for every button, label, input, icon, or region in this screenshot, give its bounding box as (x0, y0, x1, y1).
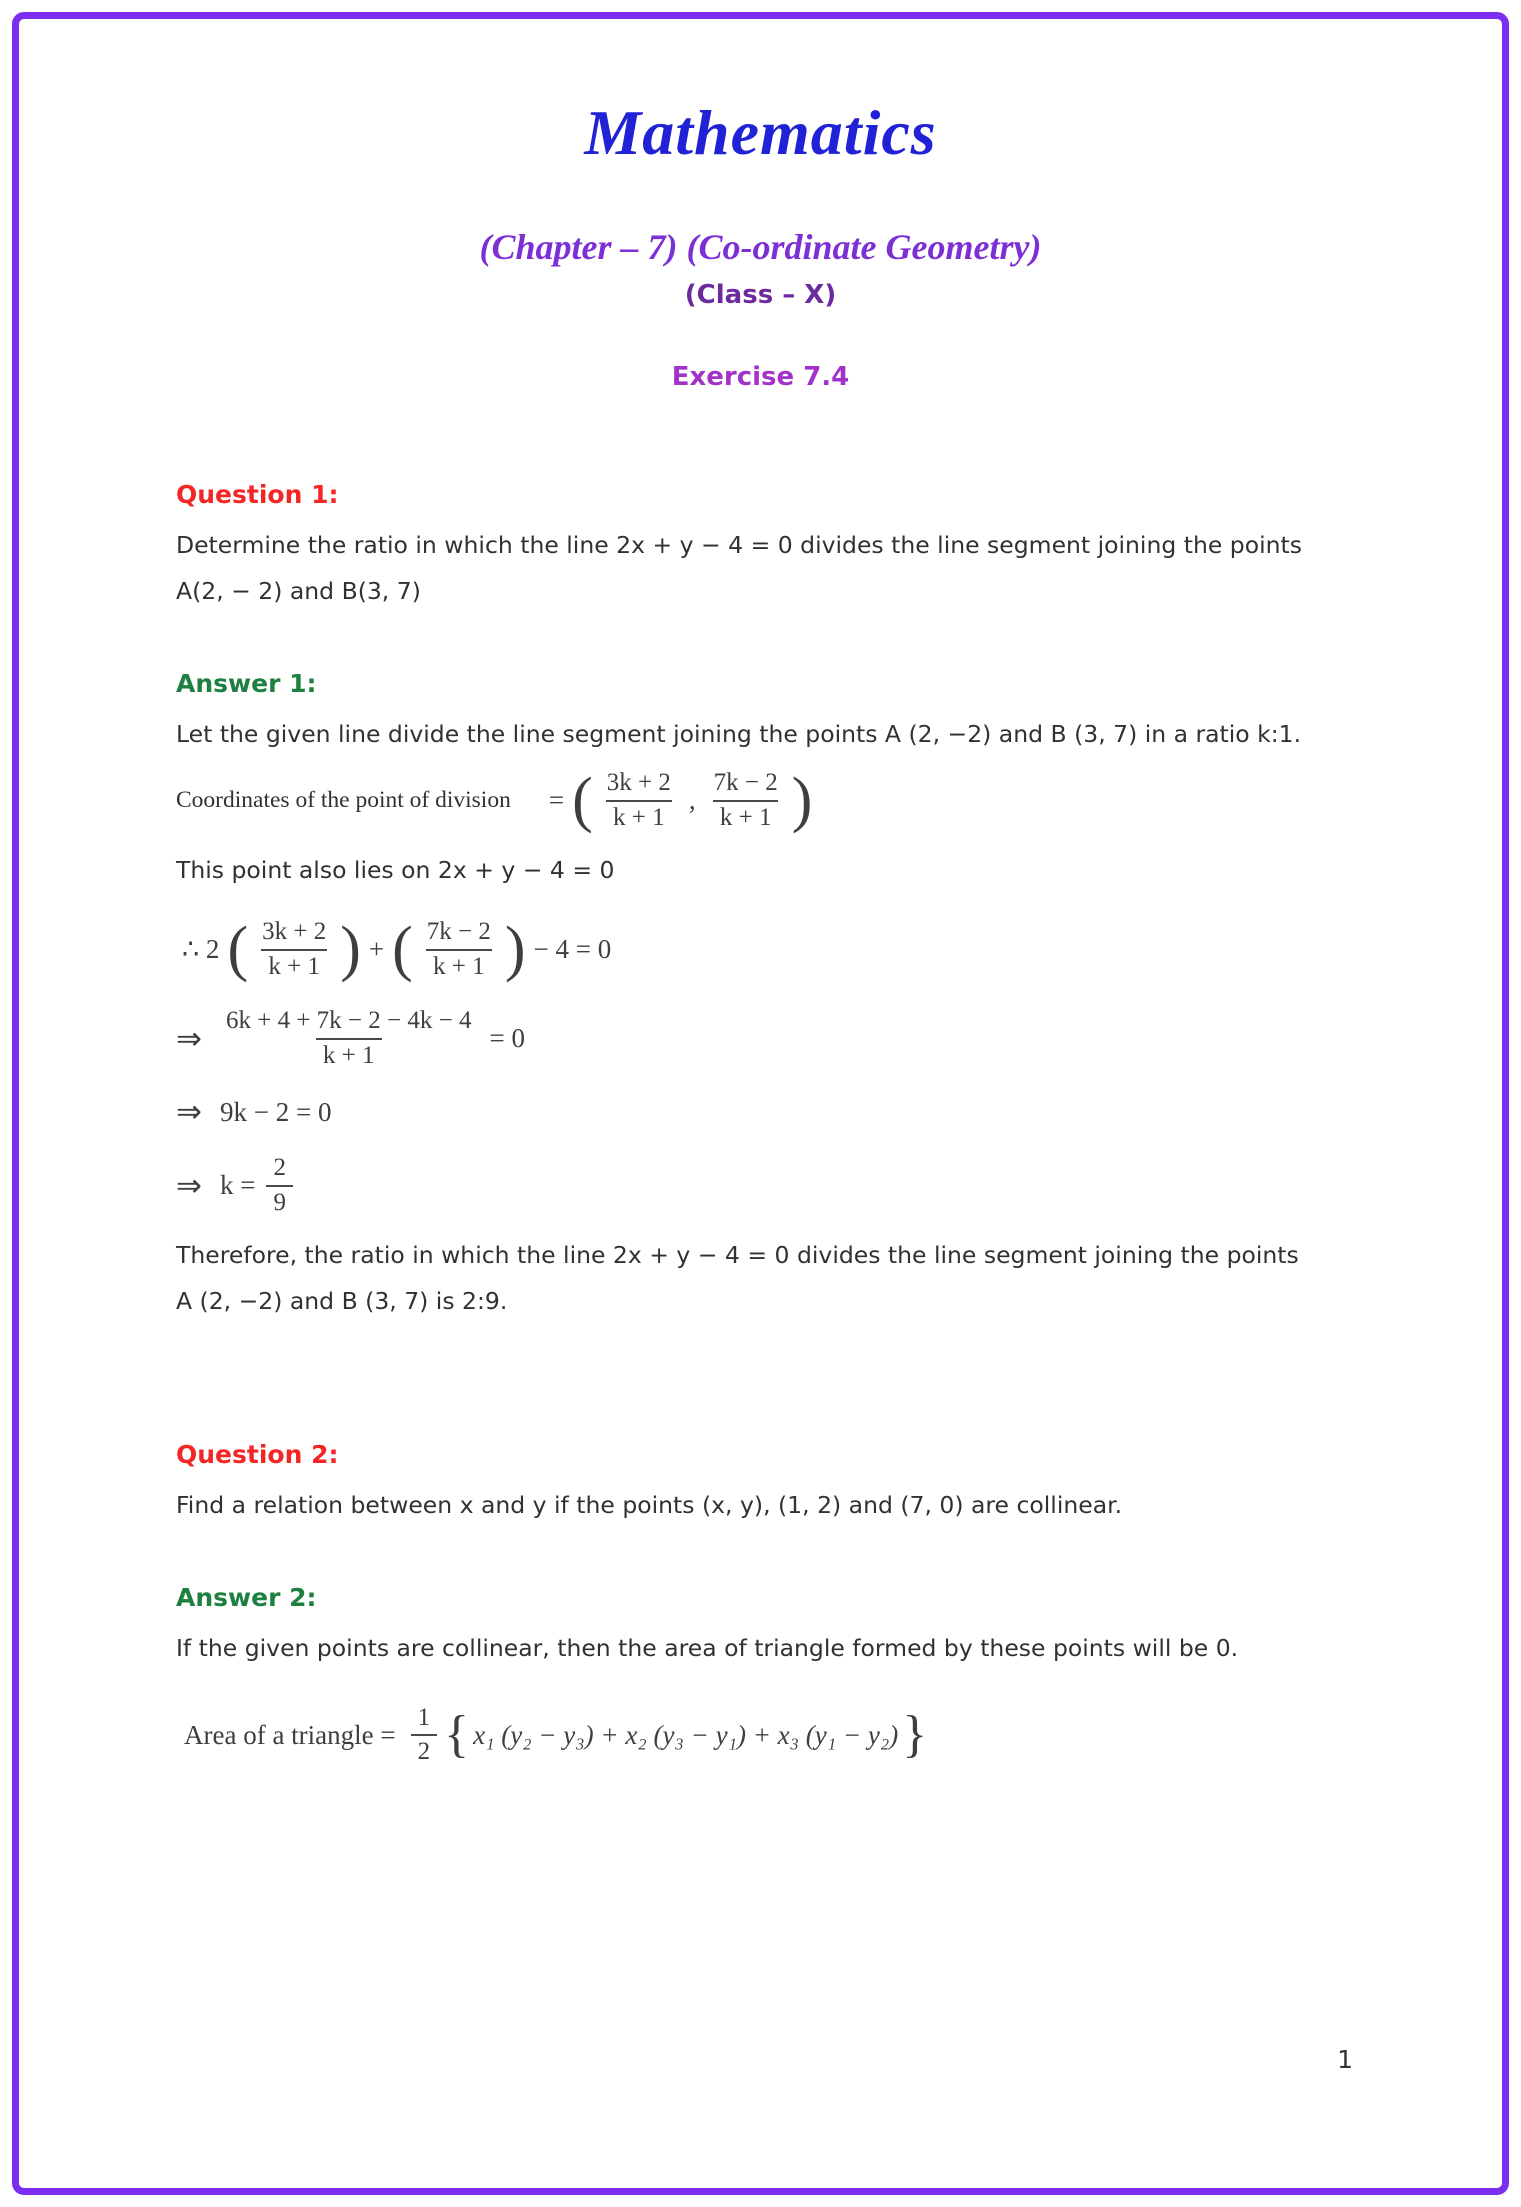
answer-1-heading: Answer 1: (176, 668, 317, 698)
fraction-combined-over-k1 (219, 1005, 479, 1072)
fraction-numerator: 7k − 2 (426, 918, 491, 946)
fraction-denominator: k + 1 (316, 1038, 382, 1073)
question-1-heading: Question 1: (176, 480, 339, 509)
fraction-denominator: k + 1 (713, 800, 779, 835)
fraction-denominator: 2 (411, 1734, 438, 1769)
page-title: Mathematics (584, 97, 937, 168)
answer-1-intro: Let the given line divide the line segment joining the points A (2, −2) and B (3, 7) in a ratio k:1. (176, 719, 1302, 748)
implies-arrow-icon: ⇒ (176, 1167, 202, 1203)
close-paren: ) (504, 914, 526, 983)
close-brace: } (902, 1705, 928, 1763)
lies-on-line: This point also lies on 2x + y − 4 = 0 (176, 856, 615, 885)
therefore-symbol: ∴ 2 (182, 934, 220, 965)
substitution-equation (176, 916, 1321, 983)
area-formula-terms: x₁ (y₂ − y₃) + x₂ (y₃ − y₁) + x₃ (y₁ − y₂) (473, 1719, 899, 1750)
page-number: 1 (1337, 2045, 1353, 2074)
question-2-heading: Question 2: (176, 1439, 339, 1469)
close-paren: ) (791, 766, 813, 835)
linear-equation (176, 1094, 1321, 1130)
minus-four-equals-zero: − 4 = 0 (533, 934, 612, 965)
question-1-section (176, 480, 1321, 615)
fraction-7k2-over-k1 (707, 767, 785, 834)
open-paren: ( (392, 914, 413, 983)
fraction-denominator: k + 1 (426, 949, 492, 984)
class-label: (Class – X) (684, 280, 837, 310)
equals-sign: = (548, 785, 565, 816)
plus-sign: + (368, 934, 385, 965)
fraction-3k2-over-k1 (600, 767, 678, 834)
fraction-denominator: k + 1 (261, 949, 327, 984)
answer-1-section (176, 669, 1321, 1325)
answer-2-heading: Answer 2: (176, 1582, 317, 1612)
exercise-heading: Exercise 7.4 (671, 362, 850, 392)
simplified-equation (176, 1005, 1321, 1072)
open-paren: ( (572, 766, 593, 835)
division-point-formula (176, 767, 1321, 834)
area-label: Area of a triangle = (184, 1719, 396, 1750)
fraction-denominator: 9 (266, 1185, 293, 1220)
open-paren: ( (227, 914, 249, 983)
area-formula (176, 1702, 1321, 1769)
chapter-subtitle: (Chapter – 7) (Co-ordinate Geometry) (479, 227, 1042, 267)
nine-k-equation: 9k − 2 = 0 (219, 1096, 332, 1127)
fraction-numerator: 6k + 4 + 7k − 2 − 4k − 4 (225, 1007, 472, 1035)
answer-2-section (176, 1583, 1321, 1769)
close-paren: ) (340, 914, 361, 983)
implies-arrow-icon: ⇒ (176, 1094, 202, 1130)
k-equals-label: k = (219, 1170, 256, 1201)
fraction-numerator: 3k + 2 (606, 769, 671, 797)
fraction-numerator: 3k + 2 (262, 918, 327, 946)
document-body (0, 392, 1521, 1769)
question-2-text: Find a relation between x and y if the points (x, y), (1, 2) and (7, 0) are collinear. (176, 1490, 1123, 1519)
comma-separator: , (688, 785, 696, 816)
fraction-7k2-over-k1 (420, 916, 498, 983)
fraction-denominator: k + 1 (606, 800, 672, 835)
fraction-3k2-over-k1 (255, 916, 333, 983)
fraction-numerator: 1 (417, 1703, 431, 1731)
equals-zero: = 0 (489, 1023, 525, 1054)
fraction-one-half (411, 1702, 438, 1769)
question-1-text: Determine the ratio in which the line 2x + y − 4 = 0 divides the line segment joining the points A(2, − 2) and B(3, 7) (176, 531, 1302, 605)
question-2-section (176, 1440, 1321, 1529)
fraction-numerator: 7k − 2 (713, 769, 778, 797)
answer-1-conclusion: Therefore, the ratio in which the line 2x + y − 4 = 0 divides the line segment joining the points A (2, −2) and B (3, 7) is 2:9. (176, 1241, 1299, 1316)
answer-2-intro: If the given points are collinear, then the area of triangle formed by these points will be 0. (176, 1633, 1239, 1662)
k-value-equation (176, 1152, 1321, 1219)
implies-arrow-icon: ⇒ (176, 1020, 202, 1056)
open-brace: { (444, 1705, 470, 1763)
fraction-two-ninths (266, 1152, 293, 1219)
coords-label: Coordinates of the point of division (176, 787, 511, 814)
document-header (0, 0, 1521, 392)
fraction-numerator: 2 (273, 1154, 286, 1182)
